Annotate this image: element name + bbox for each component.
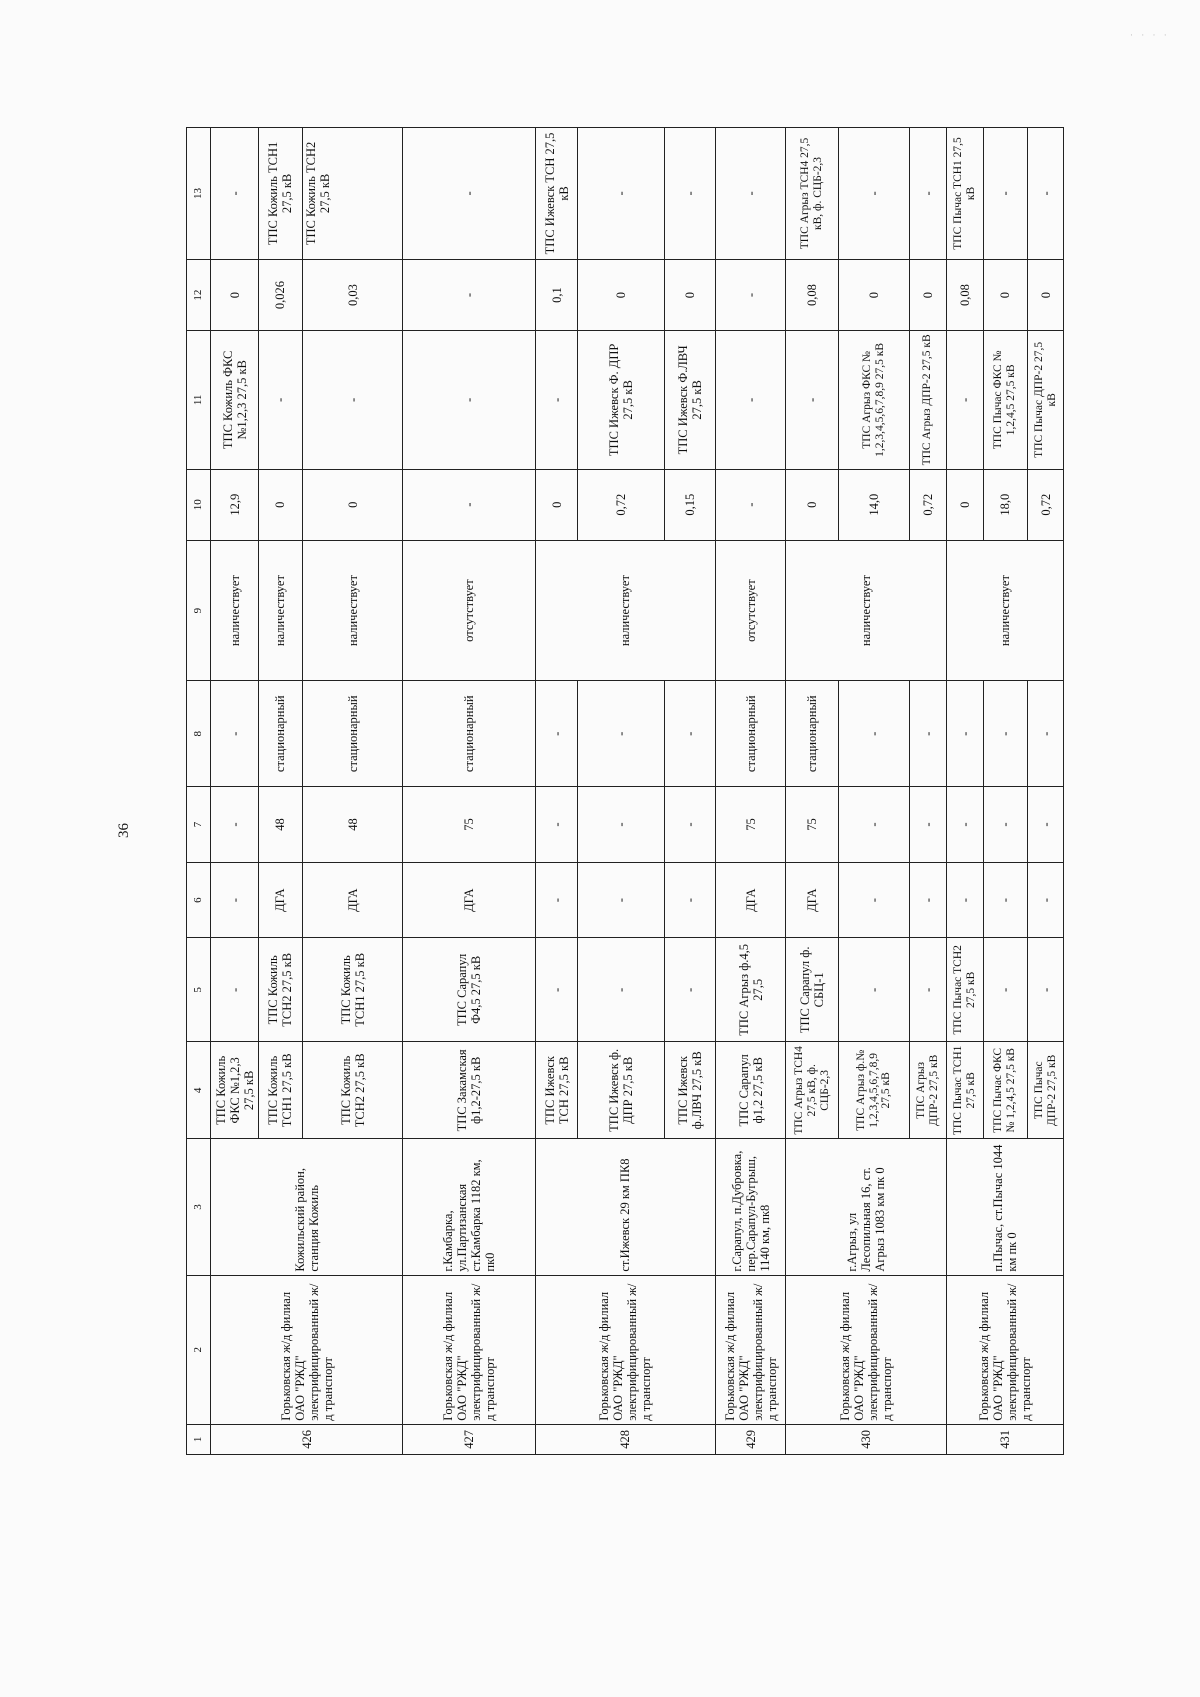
table-row [536, 128, 578, 1455]
cell: 0 [1028, 259, 1064, 330]
cell: - [536, 331, 578, 469]
owner-cell: Горьковская ж/д филиал ОАО "РЖД" электрифицированный ж/д транспорт [211, 1275, 403, 1424]
cell: - [909, 681, 946, 787]
address-cell: г.Сарапул, п.Дубровка, пер.Сарапул-Бугрыш, 1140 км, пк8 [715, 1139, 786, 1275]
cell: - [403, 259, 536, 330]
cell: ДГА [715, 862, 786, 938]
cell: ТПС Сарапул Ф4,5 27,5 кВ [403, 938, 536, 1042]
col-header: 2 [187, 1275, 211, 1424]
cell: - [1028, 787, 1064, 863]
data-table [186, 127, 1064, 1455]
cell: 0,72 [578, 469, 665, 540]
cell: - [665, 862, 716, 938]
cell: ТПС Пычас ДПР-2 27,5 кВ [1028, 1042, 1064, 1139]
cell: стационарный [403, 681, 536, 787]
cell: отсутствует [715, 540, 786, 680]
cell: - [909, 128, 946, 260]
cell: ТПС Агрыз ф.№ 1,2,3,4,5,6,7,8,9 27,5 кВ [839, 1042, 910, 1139]
col-header: 8 [187, 681, 211, 787]
cell: - [665, 938, 716, 1042]
cell: - [1028, 862, 1064, 938]
table-row [946, 128, 983, 1455]
cell: ДГА [303, 862, 403, 938]
cell: 0 [665, 259, 716, 330]
table-row [403, 128, 536, 1455]
scan-artifact: · · · · [1130, 30, 1170, 40]
cell: 12,9 [211, 469, 258, 540]
cell: ТПС Кожиль ТСН2 27,5 кВ [258, 938, 302, 1042]
cell: ТПС Кожиль ТСН1 27,5 кВ [303, 938, 403, 1042]
owner-cell: Горьковская ж/д филиал ОАО "РЖД" электрифицированный ж/д транспорт [536, 1275, 715, 1424]
cell: ТПС Пычас ТСН2 27,5 кВ [946, 938, 983, 1042]
cell: ТПС Кожиль ТСН2 27,5 кВ [303, 1042, 403, 1139]
cell: - [578, 128, 665, 260]
cell: 0,1 [536, 259, 578, 330]
cell: 0,03 [303, 259, 403, 330]
cell: - [909, 938, 946, 1042]
col-header: 5 [187, 938, 211, 1042]
row-number: 428 [536, 1424, 715, 1454]
cell: - [983, 787, 1027, 863]
cell: ТПС Кожиль ТСН2 27,5 кВ [303, 128, 403, 260]
cell: 0 [211, 259, 258, 330]
row-number: 427 [403, 1424, 536, 1454]
col-header: 6 [187, 862, 211, 938]
cell: - [715, 331, 786, 469]
cell: 0 [909, 259, 946, 330]
cell: - [715, 128, 786, 260]
cell: 0,72 [1028, 469, 1064, 540]
cell: ТПС Ижевск ф. ДПР 27,5 кВ [578, 1042, 665, 1139]
col-header: 7 [187, 787, 211, 863]
cell: ТПС Агрыз ФКС № 1,2,3,4,5,6,7,8,9 27,5 кВ [839, 331, 910, 469]
cell: ТПС Агрыз ф.4,5 27,5 [715, 938, 786, 1042]
cell: ДГА [258, 862, 302, 938]
cell: - [1028, 128, 1064, 260]
cell: ТПС Ижевск Ф. ДПР 27,5 кВ [578, 331, 665, 469]
cell: 0,15 [665, 469, 716, 540]
table-row [786, 128, 839, 1455]
cell: ТПС Кожиль ТСН1 27,5 кВ [258, 128, 302, 260]
cell: - [946, 681, 983, 787]
cell: - [983, 938, 1027, 1042]
cell: стационарный [258, 681, 302, 787]
cell: ТПС Закамская ф1,2-27,5 кВ [403, 1042, 536, 1139]
address-cell: Кожильский район, станция Кожиль [211, 1139, 403, 1275]
cell: - [715, 259, 786, 330]
cell: - [536, 681, 578, 787]
cell: - [665, 787, 716, 863]
cell: ТПС Кожиль ТСН1 27,5 кВ [258, 1042, 302, 1139]
cell: ТПС Пычас ДПР-2 27,5 кВ [1028, 331, 1064, 469]
cell: 0,08 [786, 259, 839, 330]
cell: ТПС Кожиль ФКС №1,2,3 27,5 кВ [211, 1042, 258, 1139]
cell: - [211, 862, 258, 938]
cell: 14,0 [839, 469, 910, 540]
cell: ТПС Кожиль ФКС №1,2,3 27,5 кВ [211, 331, 258, 469]
cell: 0,026 [258, 259, 302, 330]
cell: - [665, 681, 716, 787]
cell: наличествует [211, 540, 258, 680]
address-cell: ст.Ижевск 29 км ПК8 [536, 1139, 715, 1275]
cell: - [578, 862, 665, 938]
row-number: 430 [786, 1424, 946, 1454]
page-number: 36 [116, 823, 132, 838]
cell: 75 [715, 787, 786, 863]
cell: - [578, 787, 665, 863]
row-number: 431 [946, 1424, 1063, 1454]
col-header: 11 [187, 331, 211, 469]
address-cell: п.Пычас, ст.Пычас 1044 км пк 0 [946, 1139, 1063, 1275]
table-rotated-container [186, 127, 1064, 1455]
cell: - [536, 862, 578, 938]
cell: ТПС Ижевск ТСН 27,5 кВ [536, 1042, 578, 1139]
cell: - [258, 331, 302, 469]
cell: 0 [983, 259, 1027, 330]
cell: 0,08 [946, 259, 983, 330]
cell: - [1028, 681, 1064, 787]
cell: 75 [786, 787, 839, 863]
cell: ТПС Сарапул ф1,2 27,5 кВ [715, 1042, 786, 1139]
cell: ТПС Ижевск ТСН 27,5 кВ [536, 128, 578, 260]
cell: ТПС Пычас ФКС № 1,2,4,5 27,5 кВ [983, 331, 1027, 469]
cell: ТПС Пычас ТСН1 27,5 кВ [946, 128, 983, 260]
cell: ТПС Сарапул ф. СБЦ-1 [786, 938, 839, 1042]
col-header: 9 [187, 540, 211, 680]
owner-cell: Горьковская ж/д филиал ОАО "РЖД" электрифицированный ж/д транспорт [786, 1275, 946, 1424]
cell: наличествует [303, 540, 403, 680]
table-row [715, 128, 786, 1455]
cell: - [536, 787, 578, 863]
cell: ДГА [403, 862, 536, 938]
table-header-row [187, 128, 211, 1455]
cell: ДГА [786, 862, 839, 938]
cell: - [578, 681, 665, 787]
cell: 0,72 [909, 469, 946, 540]
cell: - [403, 128, 536, 260]
row-number: 429 [715, 1424, 786, 1454]
cell: - [403, 469, 536, 540]
cell: 0 [258, 469, 302, 540]
cell: 0 [786, 469, 839, 540]
address-cell: г.Камбарка, ул.Партизанская ст.Камбарка 1182 км, пк0 [403, 1139, 536, 1275]
col-header: 12 [187, 259, 211, 330]
cell: 0 [946, 469, 983, 540]
cell: - [946, 331, 983, 469]
cell: - [211, 681, 258, 787]
cell: - [983, 128, 1027, 260]
address-cell: г.Агрыз, ул Лесопильная 16, ст. Агрыз 1083 км пк 0 [786, 1139, 946, 1275]
cell: - [909, 787, 946, 863]
cell: - [839, 787, 910, 863]
cell: наличествует [786, 540, 946, 680]
cell: 48 [303, 787, 403, 863]
cell: - [839, 128, 910, 260]
cell: - [839, 681, 910, 787]
cell: стационарный [715, 681, 786, 787]
cell: - [839, 862, 910, 938]
cell: ТПС Агрыз ТСН4 27,5 кВ, ф. СЦБ-2,3 [786, 1042, 839, 1139]
cell: - [983, 862, 1027, 938]
col-header: 3 [187, 1139, 211, 1275]
cell: 0 [839, 259, 910, 330]
cell: - [946, 862, 983, 938]
cell: - [946, 787, 983, 863]
cell: ТПС Ижевск ф.ЛВЧ 27,5 кВ [665, 1042, 716, 1139]
cell: 0 [578, 259, 665, 330]
cell: - [211, 128, 258, 260]
cell: - [983, 681, 1027, 787]
cell: 48 [258, 787, 302, 863]
cell: - [839, 938, 910, 1042]
col-header: 13 [187, 128, 211, 260]
cell: ТПС Агрыз ДПР-2 27,5 кВ [909, 1042, 946, 1139]
cell: ТПС Агрыз ТСН4 27,5 кВ, ф. СЦБ-2,3 [786, 128, 839, 260]
cell: 0 [536, 469, 578, 540]
cell: - [211, 938, 258, 1042]
cell: отсутствует [403, 540, 536, 680]
row-number: 426 [211, 1424, 403, 1454]
cell: - [211, 787, 258, 863]
col-header: 10 [187, 469, 211, 540]
cell: - [578, 938, 665, 1042]
cell: - [665, 128, 716, 260]
cell: 0 [303, 469, 403, 540]
cell: - [715, 469, 786, 540]
cell: наличествует [258, 540, 302, 680]
cell: ТПС Пычас ФКС № 1,2,4,5 27,5 кВ [983, 1042, 1027, 1139]
cell: 75 [403, 787, 536, 863]
col-header: 4 [187, 1042, 211, 1139]
cell: наличествует [946, 540, 1063, 680]
cell: - [1028, 938, 1064, 1042]
owner-cell: Горьковская ж/д филиал ОАО "РЖД" электрифицированный ж/д транспорт [946, 1275, 1063, 1424]
cell: ТПС Агрыз ДПР-2 27,5 кВ [909, 331, 946, 469]
owner-cell: Горьковская ж/д филиал ОАО "РЖД" электрифицированный ж/д транспорт [403, 1275, 536, 1424]
owner-cell: Горьковская ж/д филиал ОАО "РЖД" электрифицированный ж/д транспорт [715, 1275, 786, 1424]
cell: - [403, 331, 536, 469]
cell: - [909, 862, 946, 938]
cell: ТПС Пычас ТСН1 27,5 кВ [946, 1042, 983, 1139]
table-row [211, 128, 258, 1455]
cell: - [536, 938, 578, 1042]
cell: наличествует [536, 540, 715, 680]
cell: - [303, 331, 403, 469]
cell: 18,0 [983, 469, 1027, 540]
cell: стационарный [303, 681, 403, 787]
cell: стационарный [786, 681, 839, 787]
cell: - [786, 331, 839, 469]
cell: ТПС Ижевск Ф.ЛВЧ 27,5 кВ [665, 331, 716, 469]
col-header: 1 [187, 1424, 211, 1454]
